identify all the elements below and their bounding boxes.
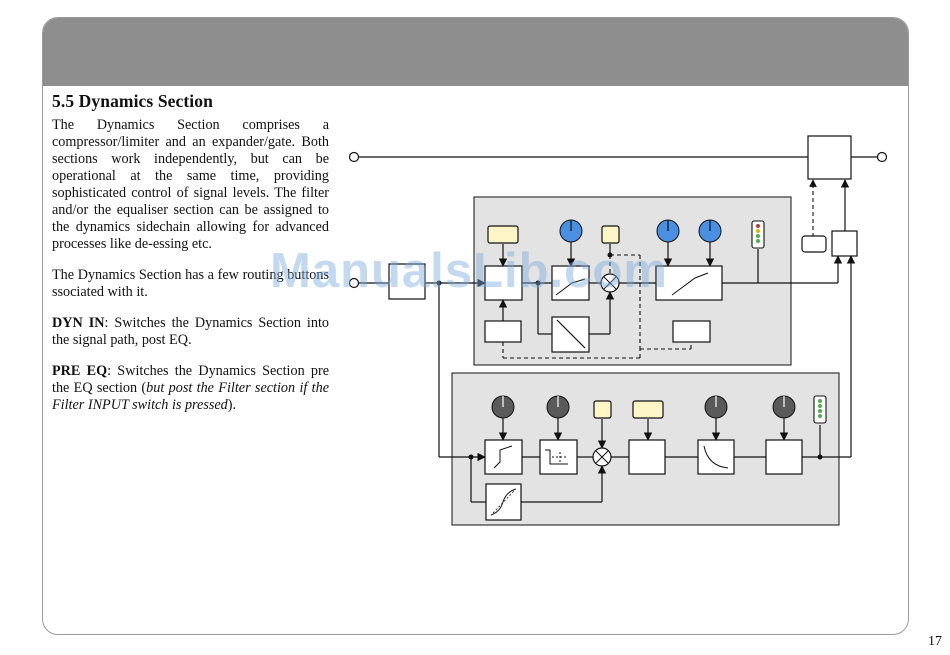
intro-paragraph: The Dynamics Section comprises a compressor/limiter and an expander/gate. Both sections work independently, but can be operational at the same time, providing sophisticated control of signal levels. The filter and/or the equaliser section can be assigned to the dynamics sidechain allowing for advanced processes like de-essing etc. [52,117,329,252]
comp-gain-curve-box [552,266,589,300]
watermark: ManualsLib.com [270,244,668,298]
page-number: 17 [928,634,942,649]
dyn-in-switch-box [832,231,857,256]
pre-eq-text: : Switches the Dynamics Section pre the EQ section ( [52,363,330,396]
exp-gate-button [633,401,663,418]
link-button [802,236,826,252]
output-terminal-icon [878,153,887,162]
pre-eq-end: ). [227,397,237,413]
comp-fast-button [602,226,619,243]
comp-led-meter-icon [752,221,764,248]
comp-lower-box [485,321,521,342]
comp-right-lower-box [673,321,710,342]
dyn-in-text: : Switches the Dynamics Section into the signal path, post EQ. [52,315,329,348]
pre-eq-italic: but post the Filter section if the Filter INPUT switch is pressed [52,380,330,413]
input-terminal-icon [350,153,359,162]
comp-detector-box [485,266,522,300]
exp-hold-box [629,440,665,474]
exp-detector-box [485,440,522,474]
sidechain-source-box [389,264,425,299]
sidechain-input-terminal-icon [350,279,359,288]
comp-mode-button [488,226,518,243]
exp-release-box [698,440,734,474]
section-heading: 5.5 Dynamics Section [52,91,213,111]
exp-range-box [540,440,577,474]
dyn-in-term: DYN IN [52,315,105,331]
pre-eq-term: PRE EQ [52,363,108,379]
output-switch-box [808,136,851,179]
exp-fast-button [594,401,611,418]
exp-output-box [766,440,802,474]
buttons-intro-paragraph: The Dynamics Section has a few routing buttons ssociated with it. [52,267,329,300]
exp-led-meter-icon [814,396,826,423]
